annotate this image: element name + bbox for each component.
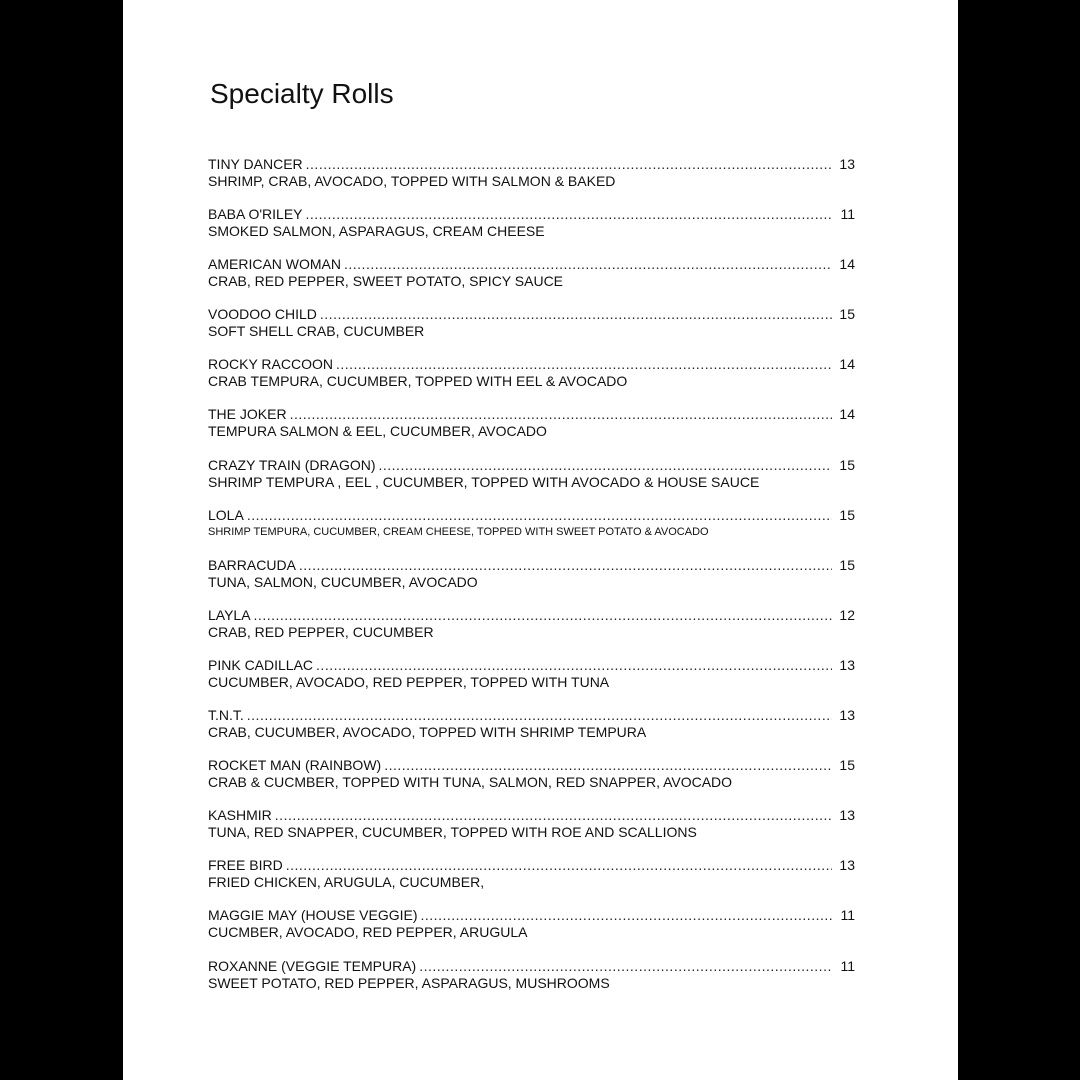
item-header: [208, 756, 855, 774]
dot-leader: [316, 656, 832, 674]
item-description: CRAB & CUCMBER, TOPPED WITH TUNA, SALMON, RED SNAPPER, AVOCADO: [208, 774, 733, 791]
item-price: 14: [839, 356, 855, 373]
item-header: [208, 205, 855, 223]
menu-item: [208, 856, 855, 906]
menu-item: [208, 355, 855, 405]
item-name: LAYLA: [208, 606, 251, 623]
menu-list: [208, 155, 855, 1007]
menu-item: [208, 706, 855, 756]
item-price: 12: [839, 606, 855, 623]
item-description: SHRIMP TEMPURA , EEL , CUCUMBER, TOPPED WITH AVOCADO & HOUSE SAUCE: [208, 473, 760, 490]
menu-item: [208, 957, 855, 1007]
menu-item: [208, 305, 855, 355]
item-header: [208, 456, 855, 474]
item-description: FRIED CHICKEN, ARUGULA, CUCUMBER,: [208, 874, 485, 891]
item-name: PINK CADILLAC: [208, 656, 314, 673]
item-price: 14: [839, 256, 855, 273]
dot-leader: [299, 556, 832, 574]
dot-leader: [247, 706, 832, 724]
item-price: 13: [839, 156, 855, 172]
item-description: SHRIMP, CRAB, AVOCADO, TOPPED WITH SALMON & BAKED: [208, 173, 616, 189]
item-name: BABA O'RILEY: [208, 206, 303, 223]
menu-item: [208, 606, 855, 656]
item-name: AMERICAN WOMAN: [208, 256, 341, 273]
item-price: 15: [839, 306, 855, 323]
item-price: 13: [839, 707, 855, 724]
item-name: THE JOKER: [208, 406, 287, 423]
item-price: 14: [839, 406, 855, 423]
dot-leader: [419, 957, 832, 975]
menu-item: [208, 556, 855, 606]
item-description: CUCMBER, AVOCADO, RED PEPPER, ARUGULA: [208, 924, 528, 941]
dot-leader: [384, 756, 832, 774]
dot-leader: [286, 856, 832, 874]
item-header: [208, 556, 855, 574]
item-description: SWEET POTATO, RED PEPPER, ASPARAGUS, MUSHROOMS: [208, 974, 610, 991]
menu-item: [208, 205, 855, 255]
item-price: 13: [839, 807, 855, 824]
dot-leader: [247, 506, 832, 524]
menu-item: [208, 656, 855, 706]
menu-item: [208, 456, 855, 506]
dot-leader: [306, 155, 832, 173]
item-name: CRAZY TRAIN (DRAGON): [208, 456, 376, 473]
item-name: BARRACUDA: [208, 556, 296, 573]
item-description: TEMPURA SALMON & EEL, CUCUMBER, AVOCADO: [208, 423, 547, 440]
dot-leader: [290, 405, 832, 423]
item-description: SHRIMP TEMPURA, CUCUMBER, CREAM CHEESE, TOPPED WITH SWEET POTATO & AVOCADO: [208, 525, 709, 538]
item-price: 13: [839, 857, 855, 874]
dot-leader: [421, 906, 832, 924]
item-price: 11: [840, 907, 855, 924]
menu-page: [123, 0, 958, 1080]
item-name: ROCKET MAN (RAINBOW): [208, 757, 382, 774]
item-price: 13: [839, 656, 855, 673]
item-description: CRAB TEMPURA, CUCUMBER, TOPPED WITH EEL & AVOCADO: [208, 373, 628, 390]
item-description: CRAB, RED PEPPER, SWEET POTATO, SPICY SAUCE: [208, 273, 564, 290]
dot-leader: [344, 255, 832, 273]
page-title: Specialty Rolls: [210, 78, 394, 109]
item-name: VOODOO CHILD: [208, 306, 317, 323]
menu-item: [208, 255, 855, 305]
item-description: TUNA, SALMON, CUCUMBER, AVOCADO: [208, 573, 478, 590]
menu-item: [208, 405, 855, 455]
item-header: [208, 355, 855, 373]
item-name: ROCKY RACCOON: [208, 356, 333, 373]
item-header: [208, 255, 855, 273]
menu-item: [208, 906, 855, 956]
item-price: 11: [840, 206, 855, 223]
item-price: 15: [839, 456, 855, 473]
item-description: TUNA, RED SNAPPER, CUCUMBER, TOPPED WITH ROE AND SCALLIONS: [208, 824, 697, 841]
item-description: CRAB, CUCUMBER, AVOCADO, TOPPED WITH SHRIMP TEMPURA: [208, 724, 647, 741]
dot-leader: [275, 806, 832, 824]
item-header: [208, 656, 855, 674]
dot-leader: [254, 606, 832, 624]
item-description: SMOKED SALMON, ASPARAGUS, CREAM CHEESE: [208, 223, 545, 240]
item-description: CUCUMBER, AVOCADO, RED PEPPER, TOPPED WITH TUNA: [208, 673, 610, 690]
item-name: LOLA: [208, 506, 244, 523]
item-price: 11: [840, 957, 855, 974]
item-header: [208, 405, 855, 423]
item-name: KASHMIR: [208, 807, 272, 824]
item-header: [208, 506, 855, 524]
item-description: SOFT SHELL CRAB, CUCUMBER: [208, 323, 425, 340]
item-header: [208, 155, 855, 173]
item-header: [208, 806, 855, 824]
dot-leader: [336, 355, 832, 373]
item-header: [208, 906, 855, 924]
item-price: 15: [839, 556, 855, 573]
item-price: 15: [839, 757, 855, 774]
dot-leader: [306, 205, 833, 223]
dot-leader: [379, 456, 833, 474]
item-header: [208, 305, 855, 323]
item-header: [208, 856, 855, 874]
menu-item: [208, 155, 855, 205]
item-name: ROXANNE (VEGGIE TEMPURA): [208, 957, 417, 974]
item-name: MAGGIE MAY (HOUSE VEGGIE): [208, 907, 418, 924]
item-name: FREE BIRD: [208, 857, 283, 874]
item-description: CRAB, RED PEPPER, CUCUMBER: [208, 623, 434, 640]
item-price: 15: [839, 506, 855, 523]
item-name: TINY DANCER: [208, 156, 303, 172]
item-header: [208, 606, 855, 624]
item-header: [208, 706, 855, 724]
item-name: T.N.T.: [208, 707, 244, 724]
menu-item: [208, 506, 855, 556]
menu-item: [208, 756, 855, 806]
item-header: [208, 957, 855, 975]
dot-leader: [320, 305, 832, 323]
menu-item: [208, 806, 855, 856]
